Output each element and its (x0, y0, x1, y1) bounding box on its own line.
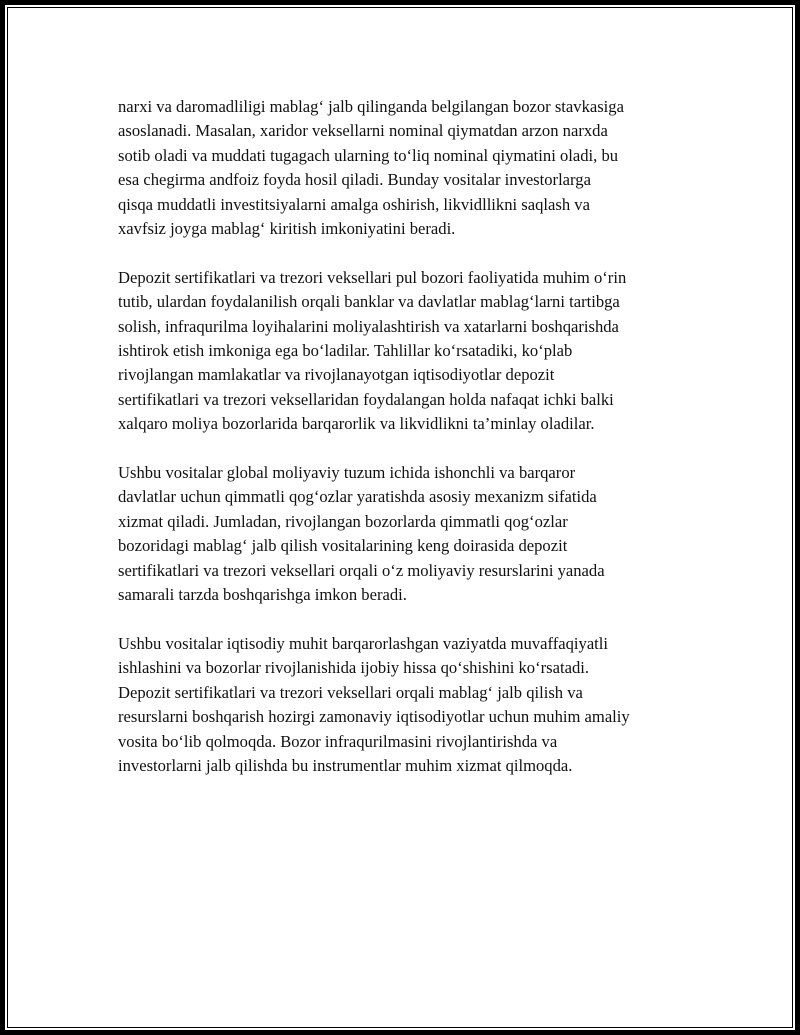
text-line: resurslarni boshqarish hozirgi zamonaviy iqtisodiyotlar uchun muhim amaliy (118, 707, 630, 727)
text-line: qisqa muddatli investitsiyalarni amalga oshirish, likvidllikni saqlash va (118, 194, 590, 214)
text-line: tutib, ulardan foydalanilish orqali banklar va davlatlar mablag‘larni tartibga (118, 292, 620, 312)
text-line: asoslanadi. Masalan, xaridor veksellarni nominal qiymatdan arzon narxda (118, 121, 608, 141)
text-line: xavfsiz joyga mablag‘ kiritish imkoniyatini beradi. (118, 219, 456, 239)
text-line: esa chegirma andfoiz foyda hosil qiladi. Bunday vositalar investorlarga (118, 170, 591, 190)
text-line: vosita bo‘lib qolmoqda. Bozor infraqurilmasini rivojlantirishda va (118, 731, 558, 751)
text-line: xizmat qiladi. Jumladan, rivojlangan bozorlarda qimmatli qog‘ozlar (118, 511, 568, 531)
text-line: Ushbu vositalar global moliyaviy tuzum ichida ishonchli va barqaror (118, 463, 576, 483)
text-line: xalqaro moliya bozorlarida barqarorlik va likvidlikni ta’minlay oladilar. (118, 414, 595, 434)
text-line: narxi va daromadliligi mablag‘ jalb qilinganda belgilangan bozor stavkasiga (118, 97, 624, 116)
text-line: investorlarni jalb qilishda bu instrumentlar muhim xizmat qilmoqda. (118, 755, 573, 775)
paragraph-4 (118, 632, 698, 778)
paragraph-1 (118, 95, 698, 241)
text-line: sertifikatlari va trezori veksellaridan foydalangan holda nafaqat ichki balki (118, 389, 614, 409)
text-line: rivojlangan mamlakatlar va rivojlanayotgan iqtisodiyotlar depozit (118, 365, 555, 385)
text-line: solish, infraqurilma loyihalarini moliyalashtirish va xatarlarni boshqarishda (118, 316, 619, 336)
text-line: davlatlar uchun qimmatli qog‘ozlar yaratishda asosiy mexanizm sifatida (118, 487, 597, 507)
text-line: ishtirok etish imkoniga ega bo‘ladilar. Tahlillar ko‘rsatadiki, ko‘plab (118, 341, 573, 361)
text-line: samarali tarzda boshqarishga imkon beradi. (118, 585, 407, 605)
text-line: sertifikatlari va trezori veksellari orqali o‘z moliyaviy resurslarini yanada (118, 560, 605, 580)
paragraph-3 (118, 461, 698, 607)
text-line: Depozit sertifikatlari va trezori veksellari pul bozori faoliyatida muhim o‘rin (118, 267, 627, 287)
paragraph-2 (118, 266, 698, 437)
text-line: Ushbu vositalar iqtisodiy muhit barqarorlashgan vaziyatda muvaffaqiyatli (118, 633, 609, 653)
text-line: bozoridagi mablag‘ jalb qilish vositalarining keng doirasida depozit (118, 536, 568, 556)
document-body (118, 95, 698, 803)
text-line: ishlashini va bozorlar rivojlanishida ijobiy hissa qo‘shishini ko‘rsatadi. (118, 658, 590, 678)
text-line: sotib oladi va muddati tugagach ularning to‘liq nominal qiymatini oladi, bu (118, 145, 619, 165)
text-line: Depozit sertifikatlari va trezori veksellari orqali mablag‘ jalb qilish va (118, 682, 583, 702)
